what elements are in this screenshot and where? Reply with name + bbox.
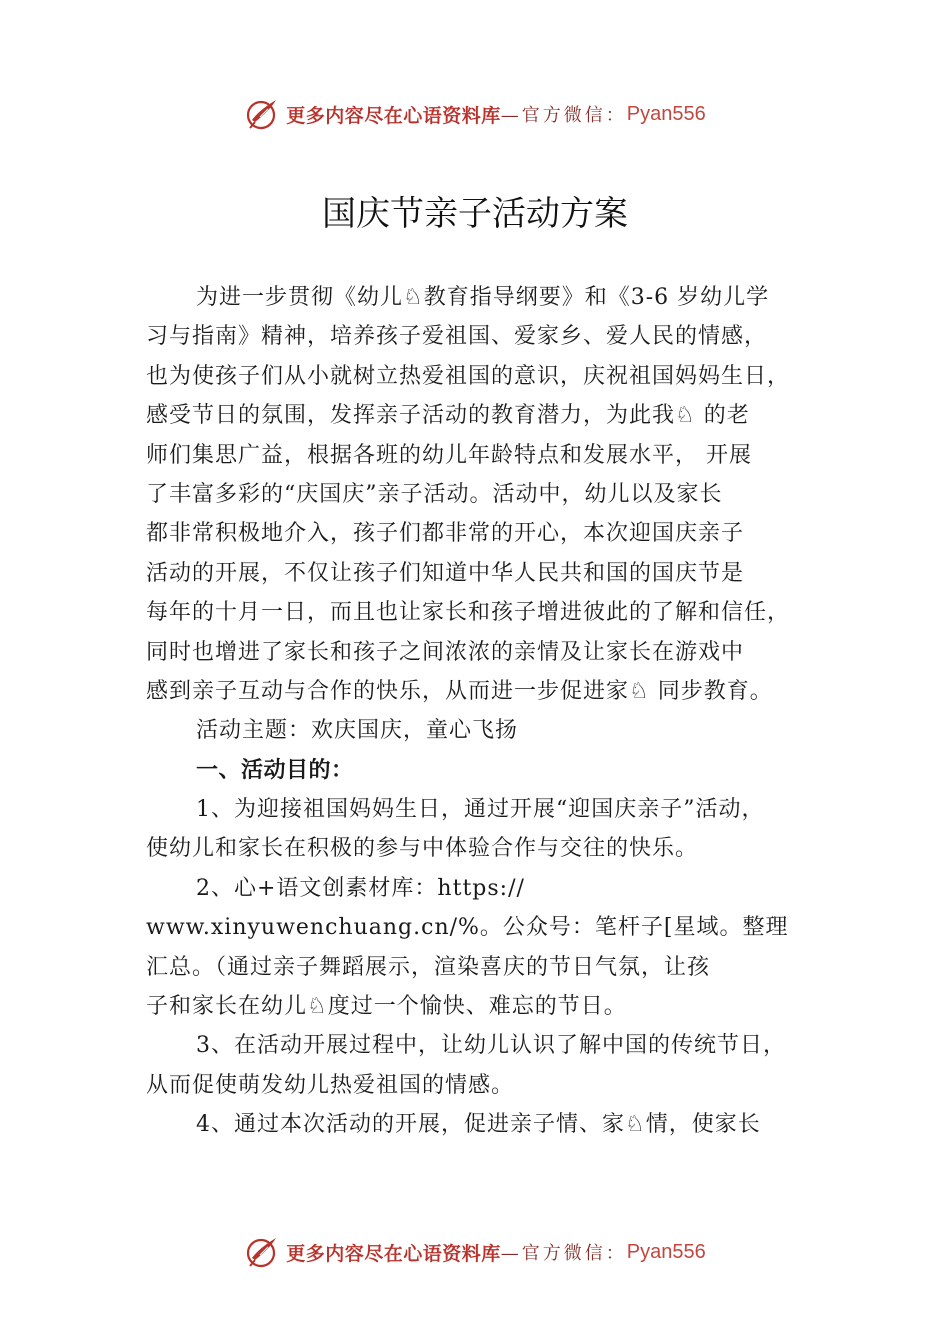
paragraph-line: 感受节日的氛围，发挥亲子活动的教育潜力，为此我♘ 的老 bbox=[146, 403, 750, 429]
paragraph-line: 为进一步贯彻《幼儿♘教育指导纲要》和《3-6 岁幼儿学 bbox=[196, 285, 770, 310]
banner-wechat-id: Pyan556 bbox=[626, 102, 706, 125]
quill-pen-logo-icon bbox=[244, 1234, 280, 1270]
quill-pen-logo-icon bbox=[244, 96, 280, 132]
section-heading-purpose: 一、活动目的： bbox=[196, 757, 354, 783]
list-item-continued: 汇总。（通过亲子舞蹈展示，渲染喜庆的节日气氛，让孩 bbox=[146, 954, 711, 980]
document-body bbox=[146, 278, 836, 1145]
paragraph-line: 也为使孩子们从小就树立热爱祖国的意识，庆祝祖国妈妈生日， bbox=[146, 363, 791, 389]
list-item-continued: 子和家长在幼儿♘度过一个愉快、难忘的节日。 bbox=[146, 994, 627, 1020]
banner-wechat-label: —官方微信： bbox=[500, 1243, 627, 1264]
paragraph-line: 同时也增进了家长和孩子之间浓浓的亲情及让家长在游戏中 bbox=[146, 639, 745, 665]
list-item-continued: 使幼儿和家长在积极的参与中体验合作与交往的快乐。 bbox=[146, 836, 699, 862]
document-title: 国庆节亲子活动方案 bbox=[322, 194, 628, 234]
banner-brand-text: 更多内容尽在心语资料库 bbox=[286, 104, 501, 127]
footer-banner bbox=[0, 1232, 950, 1272]
paragraph-line: 了丰富多彩的“庆国庆”亲子活动。活动中，幼儿以及家长 bbox=[146, 481, 723, 507]
list-item-continued: www.xinyuwenchuang.cn/%。公众号：笔杆子[星域。整理 bbox=[146, 915, 789, 941]
list-item: 4、通过本次活动的开展，促进亲子情、家♘情，使家长 bbox=[196, 1112, 761, 1138]
paragraph-line: 每年的十月一日，而且也让家长和孩子增进彼此的了解和信任， bbox=[146, 600, 791, 626]
list-item: 1、为迎接祖国妈妈生日，通过开展“迎国庆亲子”活动， bbox=[196, 797, 765, 823]
paragraph-line: 活动的开展，不仅让孩子们知道中华人民共和国的国庆节是 bbox=[146, 560, 745, 586]
header-banner bbox=[0, 94, 950, 134]
paragraph-line: 习与指南》精神，培养孩子爱祖国、爱家乡、爱人民的情感， bbox=[146, 324, 768, 350]
banner-wechat-label: —官方微信： bbox=[500, 105, 627, 126]
banner-wechat-id: Pyan556 bbox=[626, 1240, 706, 1263]
list-item: 2、心+语文创素材库：https:// bbox=[196, 875, 525, 901]
paragraph-line: 感到亲子互动与合作的快乐，从而进一步促进家♘ 同步教育。 bbox=[146, 678, 773, 704]
paragraph-line: 师们集思广益，根据各班的幼儿年龄特点和发展水平， 开展 bbox=[146, 442, 752, 468]
list-item-continued: 从而促使萌发幼儿热爱祖国的情感。 bbox=[146, 1072, 515, 1098]
paragraph-line: 都非常积极地介入，孩子们都非常的开心，本次迎国庆亲子 bbox=[146, 521, 745, 547]
list-item: 3、在活动开展过程中，让幼儿认识了解中国的传统节日， bbox=[196, 1033, 786, 1059]
activity-theme: 活动主题：欢庆国庆，童心飞扬 bbox=[196, 718, 519, 744]
banner-brand-text: 更多内容尽在心语资料库 bbox=[286, 1242, 501, 1265]
